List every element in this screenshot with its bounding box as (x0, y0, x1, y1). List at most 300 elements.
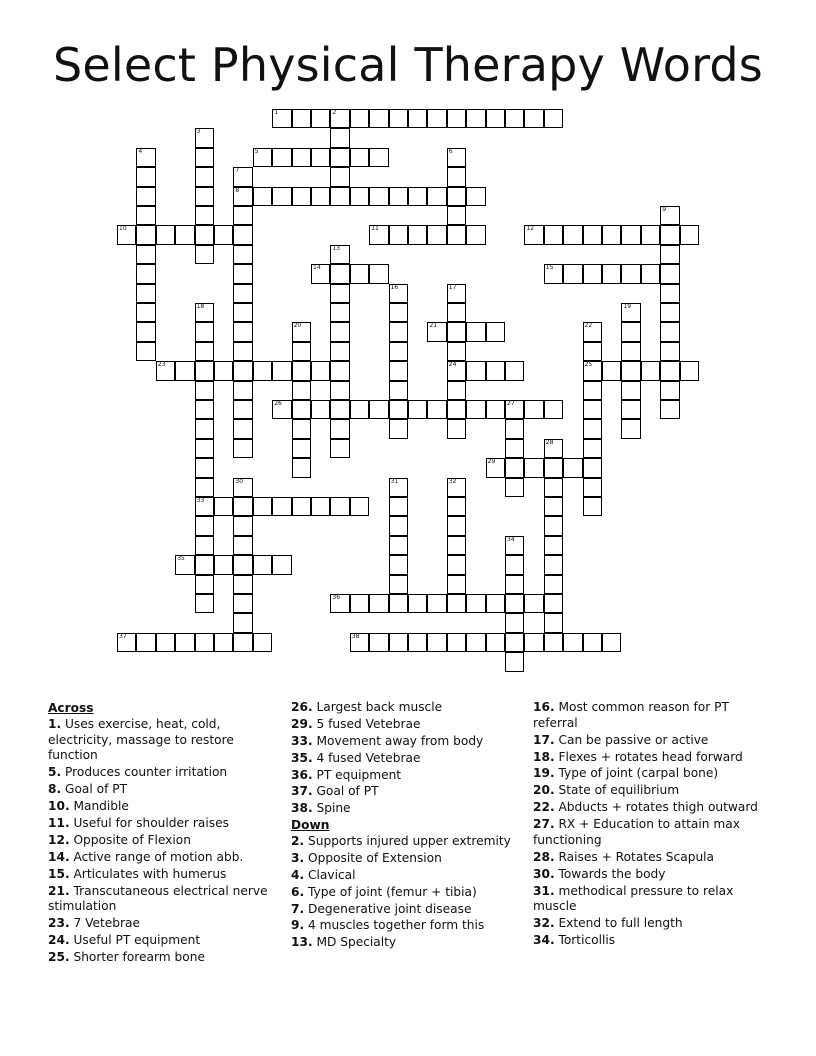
grid-cell[interactable] (427, 594, 446, 613)
grid-cell[interactable] (466, 187, 485, 206)
grid-cell[interactable] (350, 109, 369, 128)
grid-cell[interactable] (447, 419, 466, 438)
grid-cell[interactable] (233, 419, 252, 438)
grid-cell[interactable] (427, 322, 446, 341)
grid-cell[interactable] (233, 633, 252, 652)
grid-cell[interactable] (486, 109, 505, 128)
grid-cell[interactable] (136, 284, 155, 303)
grid-cell[interactable] (233, 381, 252, 400)
grid-cell[interactable] (583, 400, 602, 419)
grid-cell[interactable] (505, 361, 524, 380)
grid-cell[interactable] (389, 284, 408, 303)
grid-cell[interactable] (233, 536, 252, 555)
grid-cell[interactable] (136, 206, 155, 225)
grid-cell[interactable] (544, 633, 563, 652)
grid-cell[interactable] (466, 633, 485, 652)
grid-cell[interactable] (175, 225, 194, 244)
grid-cell[interactable] (660, 303, 679, 322)
grid-cell[interactable] (505, 439, 524, 458)
grid-cell[interactable] (195, 458, 214, 477)
grid-cell[interactable] (466, 361, 485, 380)
grid-cell[interactable] (330, 284, 349, 303)
grid-cell[interactable] (233, 594, 252, 613)
grid-cell[interactable] (447, 381, 466, 400)
grid-cell[interactable] (389, 536, 408, 555)
grid-cell[interactable] (680, 361, 699, 380)
grid-cell[interactable] (505, 652, 524, 671)
grid-cell[interactable] (621, 264, 640, 283)
grid-cell[interactable] (389, 478, 408, 497)
grid-cell[interactable] (544, 613, 563, 632)
grid-cell[interactable] (583, 458, 602, 477)
clue-item (291, 834, 521, 850)
grid-cell[interactable] (233, 225, 252, 244)
grid-cell[interactable] (253, 555, 272, 574)
grid-cell[interactable] (292, 148, 311, 167)
grid-cell[interactable] (136, 245, 155, 264)
grid-cell[interactable] (583, 497, 602, 516)
grid-cell[interactable] (389, 109, 408, 128)
clue-item (291, 734, 521, 750)
clue-number: 32. (533, 916, 555, 931)
grid-cell[interactable] (524, 594, 543, 613)
grid-cell[interactable] (447, 187, 466, 206)
grid-cell[interactable] (621, 303, 640, 322)
grid-cell[interactable] (660, 381, 679, 400)
grid-cell[interactable] (233, 613, 252, 632)
grid-cell[interactable] (311, 400, 330, 419)
grid-cell[interactable] (195, 206, 214, 225)
grid-cell[interactable] (330, 439, 349, 458)
grid-cell[interactable] (660, 361, 679, 380)
grid-cell[interactable] (621, 342, 640, 361)
grid-cell[interactable] (544, 536, 563, 555)
grid-cell[interactable] (272, 109, 291, 128)
grid-cell[interactable] (427, 225, 446, 244)
grid-cell[interactable] (389, 419, 408, 438)
grid-cell[interactable] (330, 109, 349, 128)
grid-cell[interactable] (311, 497, 330, 516)
cell-number: 37 (119, 632, 127, 640)
grid-cell[interactable] (350, 400, 369, 419)
grid-cell[interactable] (602, 264, 621, 283)
grid-cell[interactable] (330, 342, 349, 361)
grid-cell[interactable] (505, 575, 524, 594)
grid-cell[interactable] (602, 225, 621, 244)
grid-cell[interactable] (330, 187, 349, 206)
grid-cell[interactable] (583, 361, 602, 380)
grid-cell[interactable] (350, 497, 369, 516)
grid-cell[interactable] (447, 575, 466, 594)
grid-cell[interactable] (369, 225, 388, 244)
grid-cell[interactable] (214, 361, 233, 380)
grid-cell[interactable] (389, 322, 408, 341)
grid-cell[interactable] (195, 381, 214, 400)
grid-cell[interactable] (233, 245, 252, 264)
grid-cell[interactable] (389, 361, 408, 380)
grid-cell[interactable] (447, 342, 466, 361)
grid-cell[interactable] (505, 458, 524, 477)
grid-cell[interactable] (292, 361, 311, 380)
grid-cell[interactable] (136, 342, 155, 361)
grid-cell[interactable] (447, 284, 466, 303)
grid-cell[interactable] (350, 148, 369, 167)
grid-cell[interactable] (389, 381, 408, 400)
grid-cell[interactable] (389, 555, 408, 574)
grid-cell[interactable] (195, 633, 214, 652)
grid-cell[interactable] (389, 342, 408, 361)
grid-cell[interactable] (544, 575, 563, 594)
grid-cell[interactable] (195, 497, 214, 516)
grid-cell[interactable] (350, 264, 369, 283)
grid-cell[interactable] (272, 187, 291, 206)
grid-cell[interactable] (680, 225, 699, 244)
grid-cell[interactable] (195, 303, 214, 322)
grid-cell[interactable] (233, 206, 252, 225)
grid-cell[interactable] (195, 167, 214, 186)
grid-cell[interactable] (311, 361, 330, 380)
grid-cell[interactable] (466, 400, 485, 419)
grid-cell[interactable] (544, 458, 563, 477)
grid-cell[interactable] (466, 594, 485, 613)
grid-cell[interactable] (447, 322, 466, 341)
grid-cell[interactable] (311, 109, 330, 128)
grid-cell[interactable] (505, 536, 524, 555)
grid-cell[interactable] (427, 633, 446, 652)
grid-cell[interactable] (350, 633, 369, 652)
grid-cell[interactable] (660, 342, 679, 361)
grid-cell[interactable] (505, 419, 524, 438)
grid-cell[interactable] (447, 361, 466, 380)
grid-cell[interactable] (233, 516, 252, 535)
grid-cell[interactable] (175, 555, 194, 574)
grid-cell[interactable] (524, 458, 543, 477)
grid-cell[interactable] (195, 245, 214, 264)
grid-cell[interactable] (466, 322, 485, 341)
grid-cell[interactable] (136, 148, 155, 167)
grid-cell[interactable] (621, 381, 640, 400)
grid-cell[interactable] (466, 109, 485, 128)
grid-cell[interactable] (447, 478, 466, 497)
grid-cell[interactable] (447, 400, 466, 419)
grid-cell[interactable] (136, 264, 155, 283)
grid-cell[interactable] (330, 148, 349, 167)
grid-cell[interactable] (660, 264, 679, 283)
grid-cell[interactable] (233, 303, 252, 322)
grid-cell[interactable] (214, 633, 233, 652)
grid-cell[interactable] (195, 225, 214, 244)
grid-cell[interactable] (583, 478, 602, 497)
grid-cell[interactable] (233, 400, 252, 419)
grid-cell[interactable] (583, 342, 602, 361)
grid-cell[interactable] (486, 633, 505, 652)
grid-cell[interactable] (195, 594, 214, 613)
grid-cell[interactable] (156, 361, 175, 380)
grid-cell[interactable] (408, 187, 427, 206)
grid-cell[interactable] (330, 245, 349, 264)
grid-cell[interactable] (330, 361, 349, 380)
grid-cell[interactable] (136, 303, 155, 322)
grid-cell[interactable] (583, 633, 602, 652)
grid-cell[interactable] (369, 594, 388, 613)
grid-cell[interactable] (369, 400, 388, 419)
grid-cell[interactable] (233, 497, 252, 516)
grid-cell[interactable] (389, 516, 408, 535)
grid-cell[interactable] (311, 264, 330, 283)
clue-text: Opposite of Flexion (69, 832, 191, 847)
grid-cell[interactable] (505, 400, 524, 419)
grid-cell[interactable] (427, 187, 446, 206)
grid-cell[interactable] (233, 555, 252, 574)
grid-cell[interactable] (544, 516, 563, 535)
grid-cell[interactable] (602, 361, 621, 380)
grid-cell[interactable] (544, 478, 563, 497)
grid-cell[interactable] (389, 497, 408, 516)
grid-cell[interactable] (660, 206, 679, 225)
grid-cell[interactable] (660, 322, 679, 341)
grid-cell[interactable] (369, 148, 388, 167)
grid-cell[interactable] (447, 303, 466, 322)
grid-cell[interactable] (583, 419, 602, 438)
cell-number: 32 (448, 477, 457, 485)
grid-cell[interactable] (195, 187, 214, 206)
grid-cell[interactable] (195, 342, 214, 361)
grid-cell[interactable] (272, 555, 291, 574)
grid-cell[interactable] (408, 225, 427, 244)
grid-cell[interactable] (544, 555, 563, 574)
grid-cell[interactable] (621, 400, 640, 419)
grid-cell[interactable] (427, 400, 446, 419)
grid-cell[interactable] (660, 245, 679, 264)
grid-cell[interactable] (195, 516, 214, 535)
grid-cell[interactable] (330, 381, 349, 400)
grid-cell[interactable] (330, 594, 349, 613)
grid-cell[interactable] (583, 381, 602, 400)
grid-cell[interactable] (621, 225, 640, 244)
grid-cell[interactable] (408, 633, 427, 652)
grid-cell[interactable] (544, 400, 563, 419)
grid-cell[interactable] (505, 109, 524, 128)
grid-cell[interactable] (505, 633, 524, 652)
grid-cell[interactable] (175, 361, 194, 380)
clue-number: 33. (291, 733, 313, 748)
grid-cell[interactable] (447, 225, 466, 244)
grid-cell[interactable] (583, 225, 602, 244)
grid-cell[interactable] (117, 225, 136, 244)
grid-cell[interactable] (660, 284, 679, 303)
clue-text: Movement away from body (312, 733, 484, 748)
grid-cell[interactable] (136, 322, 155, 341)
grid-cell[interactable] (447, 206, 466, 225)
grid-cell[interactable] (544, 594, 563, 613)
grid-cell[interactable] (272, 497, 291, 516)
grid-cell[interactable] (253, 187, 272, 206)
grid-cell[interactable] (641, 225, 660, 244)
grid-cell[interactable] (583, 322, 602, 341)
grid-cell[interactable] (292, 419, 311, 438)
grid-cell[interactable] (175, 633, 194, 652)
grid-cell[interactable] (524, 225, 543, 244)
grid-cell[interactable] (486, 400, 505, 419)
grid-cell[interactable] (369, 264, 388, 283)
grid-cell[interactable] (563, 264, 582, 283)
grid-cell[interactable] (330, 419, 349, 438)
grid-cell[interactable] (233, 264, 252, 283)
grid-cell[interactable] (524, 633, 543, 652)
grid-cell[interactable] (350, 594, 369, 613)
grid-cell[interactable] (136, 633, 155, 652)
grid-cell[interactable] (524, 109, 543, 128)
grid-cell[interactable] (214, 497, 233, 516)
grid-cell[interactable] (292, 342, 311, 361)
grid-cell[interactable] (486, 594, 505, 613)
grid-cell[interactable] (447, 594, 466, 613)
grid-cell[interactable] (253, 633, 272, 652)
grid-cell[interactable] (544, 225, 563, 244)
grid-cell[interactable] (621, 361, 640, 380)
grid-cell[interactable] (369, 109, 388, 128)
grid-cell[interactable] (389, 400, 408, 419)
grid-cell[interactable] (136, 225, 155, 244)
grid-cell[interactable] (408, 594, 427, 613)
grid-cell[interactable] (544, 439, 563, 458)
grid-cell[interactable] (389, 187, 408, 206)
grid-cell[interactable] (389, 225, 408, 244)
grid-cell[interactable] (253, 497, 272, 516)
grid-cell[interactable] (292, 187, 311, 206)
grid-cell[interactable] (214, 555, 233, 574)
grid-cell[interactable] (505, 555, 524, 574)
grid-cell[interactable] (233, 167, 252, 186)
grid-cell[interactable] (233, 439, 252, 458)
grid-cell[interactable] (272, 361, 291, 380)
grid-cell[interactable] (447, 516, 466, 535)
grid-cell[interactable] (583, 264, 602, 283)
grid-cell[interactable] (563, 458, 582, 477)
grid-cell[interactable] (136, 167, 155, 186)
grid-cell[interactable] (544, 497, 563, 516)
grid-cell[interactable] (195, 419, 214, 438)
clue-list (48, 717, 268, 966)
grid-cell[interactable] (195, 555, 214, 574)
grid-cell[interactable] (195, 400, 214, 419)
grid-cell[interactable] (195, 439, 214, 458)
grid-cell[interactable] (660, 400, 679, 419)
grid-cell[interactable] (447, 148, 466, 167)
grid-cell[interactable] (408, 109, 427, 128)
grid-cell[interactable] (233, 575, 252, 594)
grid-cell[interactable] (486, 322, 505, 341)
grid-cell[interactable] (524, 400, 543, 419)
grid-cell[interactable] (272, 148, 291, 167)
grid-cell[interactable] (447, 167, 466, 186)
grid-cell[interactable] (292, 497, 311, 516)
grid-cell[interactable] (369, 187, 388, 206)
grid-cell[interactable] (621, 322, 640, 341)
grid-cell[interactable] (660, 225, 679, 244)
grid-cell[interactable] (311, 148, 330, 167)
clue-text: 4 fused Vetebrae (312, 750, 421, 765)
grid-cell[interactable] (544, 109, 563, 128)
grid-cell[interactable] (330, 400, 349, 419)
grid-cell[interactable] (330, 303, 349, 322)
grid-cell[interactable] (447, 633, 466, 652)
grid-cell[interactable] (602, 633, 621, 652)
grid-cell[interactable] (214, 225, 233, 244)
grid-cell[interactable] (505, 594, 524, 613)
grid-cell[interactable] (233, 361, 252, 380)
grid-cell[interactable] (195, 536, 214, 555)
grid-cell[interactable] (156, 225, 175, 244)
grid-cell[interactable] (330, 167, 349, 186)
grid-cell[interactable] (292, 322, 311, 341)
grid-cell[interactable] (583, 439, 602, 458)
grid-cell[interactable] (292, 400, 311, 419)
grid-cell[interactable] (544, 264, 563, 283)
grid-cell[interactable] (195, 361, 214, 380)
grid-cell[interactable] (117, 633, 136, 652)
grid-cell[interactable] (563, 633, 582, 652)
grid-cell[interactable] (486, 458, 505, 477)
grid-cell[interactable] (447, 536, 466, 555)
grid-cell[interactable] (486, 361, 505, 380)
grid-cell[interactable] (505, 613, 524, 632)
grid-cell[interactable] (195, 148, 214, 167)
grid-cell[interactable] (233, 322, 252, 341)
grid-cell[interactable] (408, 400, 427, 419)
grid-cell[interactable] (156, 633, 175, 652)
grid-cell[interactable] (195, 575, 214, 594)
grid-cell[interactable] (136, 187, 155, 206)
grid-cell[interactable] (292, 109, 311, 128)
grid-cell[interactable] (505, 478, 524, 497)
grid-cell[interactable] (427, 109, 446, 128)
grid-cell[interactable] (253, 361, 272, 380)
grid-cell[interactable] (330, 264, 349, 283)
grid-cell[interactable] (641, 361, 660, 380)
grid-cell[interactable] (195, 128, 214, 147)
grid-cell[interactable] (195, 478, 214, 497)
grid-cell[interactable] (389, 303, 408, 322)
grid-cell[interactable] (253, 148, 272, 167)
grid-cell[interactable] (621, 419, 640, 438)
grid-cell[interactable] (292, 381, 311, 400)
grid-cell[interactable] (233, 478, 252, 497)
grid-cell[interactable] (330, 128, 349, 147)
grid-cell[interactable] (563, 225, 582, 244)
grid-cell[interactable] (233, 187, 252, 206)
grid-cell[interactable] (233, 284, 252, 303)
grid-cell[interactable] (447, 555, 466, 574)
grid-cell[interactable] (466, 225, 485, 244)
grid-cell[interactable] (292, 439, 311, 458)
grid-cell[interactable] (292, 458, 311, 477)
grid-cell[interactable] (389, 594, 408, 613)
grid-cell[interactable] (233, 342, 252, 361)
grid-cell[interactable] (195, 322, 214, 341)
grid-cell[interactable] (350, 187, 369, 206)
grid-cell[interactable] (330, 497, 349, 516)
grid-cell[interactable] (447, 109, 466, 128)
grid-cell[interactable] (641, 264, 660, 283)
grid-cell[interactable] (389, 633, 408, 652)
grid-cell[interactable] (369, 633, 388, 652)
grid-cell[interactable] (330, 322, 349, 341)
grid-cell[interactable] (272, 400, 291, 419)
grid-cell[interactable] (311, 187, 330, 206)
grid-cell[interactable] (389, 575, 408, 594)
grid-cell[interactable] (447, 497, 466, 516)
